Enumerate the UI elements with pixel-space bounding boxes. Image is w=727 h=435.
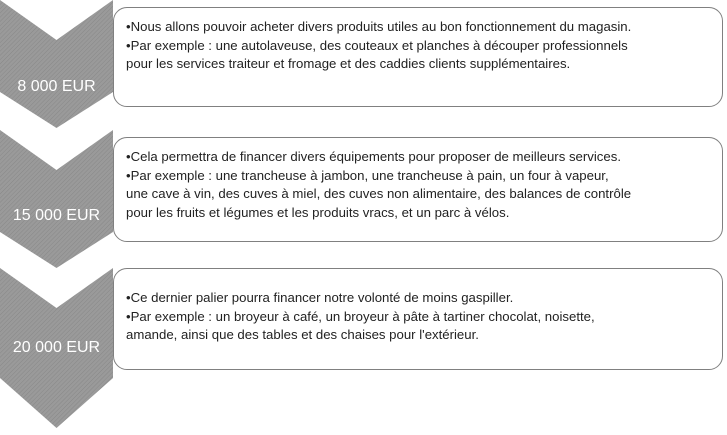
tier-3-amount: 20 000 EUR — [12, 339, 101, 356]
tier-1-chevron — [0, 0, 113, 128]
tier-1-card — [113, 7, 723, 107]
tier-2-line-3: une cave à vin, des cuves à miel, des cuves non alimentaire, des balances de contrôle — [126, 186, 632, 201]
tier-3-line-3: amande, ainsi que des tables et des chaises pour l'extérieur. — [126, 327, 479, 342]
tier-2-line-1: •Cela permettra de financer divers équipements pour proposer de meilleurs services. — [126, 149, 621, 164]
tier-2-line-2: •Par exemple : une trancheuse à jambon, une trancheuse à pain, un four à vapeur, — [126, 167, 609, 183]
tier-3-card — [113, 268, 723, 370]
tier-3-line-2: •Par exemple : un broyeur à café, un broyeur à pâte à tartiner chocolat, noisette, — [126, 308, 595, 324]
tier-2-card — [113, 137, 723, 242]
tier-1-line-3: pour les services traiteur et fromage et des caddies clients supplémentaires. — [126, 56, 571, 71]
tier-2-chevron — [0, 130, 113, 268]
tier-1-line-1: •Nous allons pouvoir acheter divers produits utiles au bon fonctionnement du magasin. — [126, 19, 632, 34]
tier-2-line-4: pour les fruits et légumes et les produits vracs, et un parc à vélos. — [126, 204, 510, 220]
tier-3-line-1: •Ce dernier palier pourra financer notre volonté de moins gaspiller. — [126, 290, 514, 305]
tier-1-line-2: •Par exemple : une autolaveuse, des couteaux et planches à découper professionnels — [126, 37, 628, 53]
tier-2-amount: 15 000 EUR — [12, 207, 101, 224]
tier-1-amount: 8 000 EUR — [17, 78, 96, 95]
